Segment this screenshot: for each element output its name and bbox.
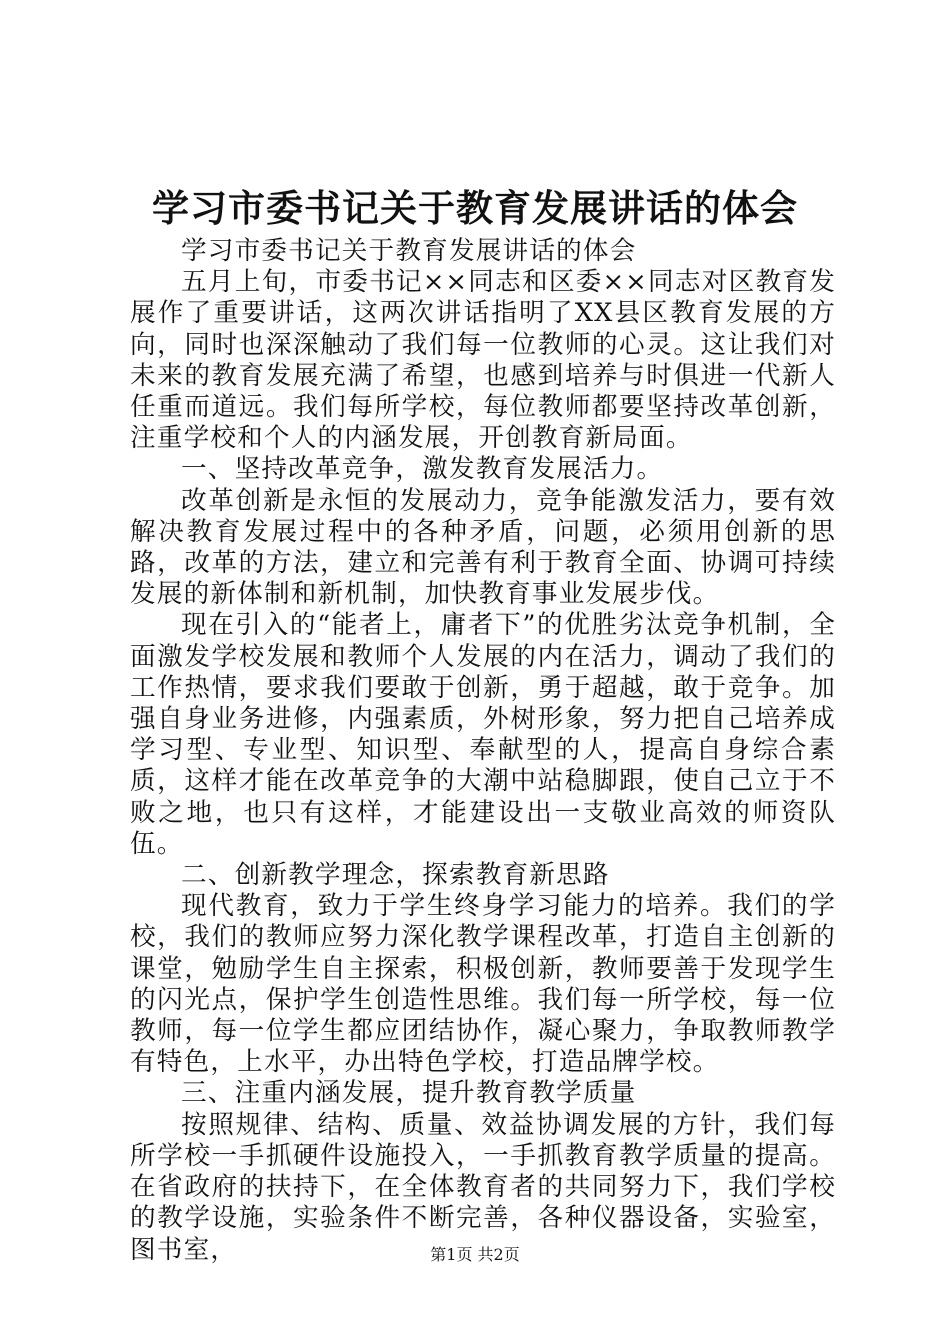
body-paragraph: 现在引入的“能者上，庸者下”的优胜劣汰竞争机制，全面激发学校发展和教师个人发展的内在活力，调动了我们的工作热情，要求我们要敢于创新，勇于超越，敢于竞争。加强自身业务进修，内强素质，外树形象，努力把自己培养成学习型、专业型、知识型、奉献型的人，提高自身综合素质，这样才能在改革竞争的大潮中站稳脚跟，使自己立于不败之地，也只有这样，才能建设出一支敬业高效的师资队伍。 [130, 610, 836, 859]
body-paragraph: 现代教育，致力于学生终身学习能力的培养。我们的学校，我们的教师应努力深化教学课程改革，打造自主创新的课堂，勉励学生自主探索，积极创新，教师要善于发现学生的闪光点，保护学生创造性思维。我们每一所学校，每一位教师，每一位学生都应团结协作，凝心聚力，争取教师教学有特色，上水平，办出特色学校，打造品牌学校。 [130, 891, 836, 1078]
body-paragraph: 按照规律、结构、质量、效益协调发展的方针，我们每所学校一手抓硬件设施投入，一手抓教育教学质量的提高。在省政府的扶持下，在全体教育者的共同努力下，我们学校的教学设施，实验条件不断完善，各种仪器设备，实验室，图书室， [130, 1109, 836, 1265]
section-heading: 一、坚持改革竞争，激发教育发展活力。 [181, 454, 664, 485]
page-number-footer: 第1页 共2页 [430, 1245, 520, 1264]
document-body [130, 236, 836, 1266]
section-heading: 三、注重内涵发展，提升教育教学质量 [181, 1078, 637, 1109]
document-title: 学习市委书记关于教育发展讲话的体会 [152, 186, 798, 230]
section-heading: 二、创新教学理念，探索教育新思路 [181, 860, 610, 891]
body-paragraph: 五月上旬，市委书记××同志和区委××同志对区教育发展作了重要讲话，这两次讲话指明了XX县区教育发展的方向，同时也深深触动了我们每一位教师的心灵。这让我们对未来的教育发展充满了希望，也感到培养与时俱进一代新人任重而道远。我们每所学校，每位教师都要坚持改革创新，注重学校和个人的内涵发展，开创教育新局面。 [130, 267, 836, 454]
body-paragraph: 改革创新是永恒的发展动力，竞争能激发活力，要有效解决教育发展过程中的各种矛盾，问题，必须用创新的思路，改革的方法，建立和完善有利于教育全面、协调可持续发展的新体制和新机制，加快教育事业发展步伐。 [130, 485, 836, 610]
subtitle-line: 学习市委书记关于教育发展讲话的体会 [181, 236, 637, 266]
